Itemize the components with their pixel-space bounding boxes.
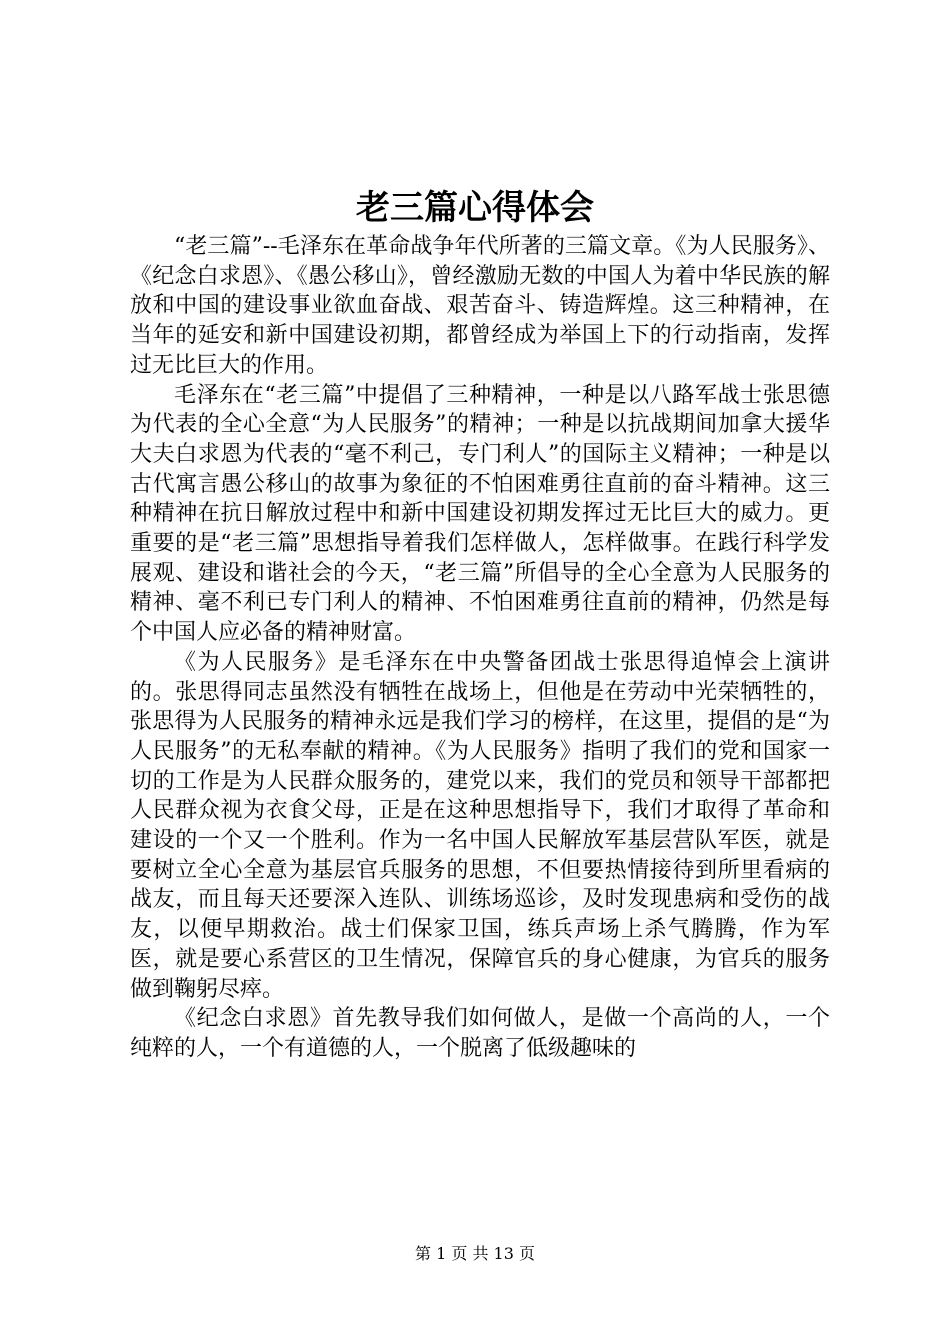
document-title: 老三篇心得体会 [356,188,594,228]
paragraph-1: “老三篇”--毛泽东在革命战争年代所著的三篇文章。《为人民服务》、《纪念白求恩》、《愚公移山》，曾经激励无数的中国人为着中华民族的解放和中国的建设事业欲血奋战、艰苦奋斗、铸造辉煌。这三种精神，在当年的延安和新中国建设初期，都曾经成为举国上下的行动指南，发挥过无比巨大的作用。 [130,234,830,378]
document-body [130,232,830,1064]
paragraph-2: 毛泽东在“老三篇”中提倡了三种精神，一种是以八路军战士张思德为代表的全心全意“为人民服务”的精神；一种是以抗战期间加拿大援华大夫白求恩为代表的“毫不利己，专门利人”的国际主义精神；一种是以古代寓言愚公移山的故事为象征的不怕困难勇往直前的奋斗精神。这三种精神在抗日解放过程中和新中国建设初期发挥过无比巨大的威力。更重要的是“老三篇”思想指导着我们怎样做人，怎样做事。在践行科学发展观、建设和谐社会的今天，“老三篇”所倡导的全心全意为人民服务的精神、毫不利已专门利人的精神、不怕困难勇往直前的精神，仍然是每个中国人应必备的精神财富。 [130,382,830,646]
paragraph-4: 《纪念白求恩》首先教导我们如何做人，是做一个高尚的人，一个纯粹的人，一个有道德的人，一个脱离了低级趣味的 [130,1006,830,1061]
page-footer: 第 1 页 共 13 页 [415,1244,535,1263]
paragraph-3: 《为人民服务》是毛泽东在中央警备团战士张思得追悼会上演讲的。张思得同志虽然没有牺牲在战场上，但他是在劳动中光荣牺牲的，张思得为人民服务的精神永远是我们学习的榜样，在这里，提倡的是“为人民服务”的无私奉献的精神。《为人民服务》指明了我们的党和国家一切的工作是为人民群众服务的，建党以来，我们的党员和领导干部都把人民群众视为衣食父母，正是在这种思想指导下，我们才取得了革命和建设的一个又一个胜利。作为一名中国人民解放军基层营队军医，就是要树立全心全意为基层官兵服务的思想，不但要热情接待到所里看病的战友，而且每天还要深入连队、训练场巡诊，及时发现患病和受伤的战友，以便早期救治。战士们保家卫国，练兵声场上杀气腾腾，作为军医，就是要心系营区的卫生情况，保障官兵的身心健康，为官兵的服务做到鞠躬尽瘁。 [130,649,830,1002]
